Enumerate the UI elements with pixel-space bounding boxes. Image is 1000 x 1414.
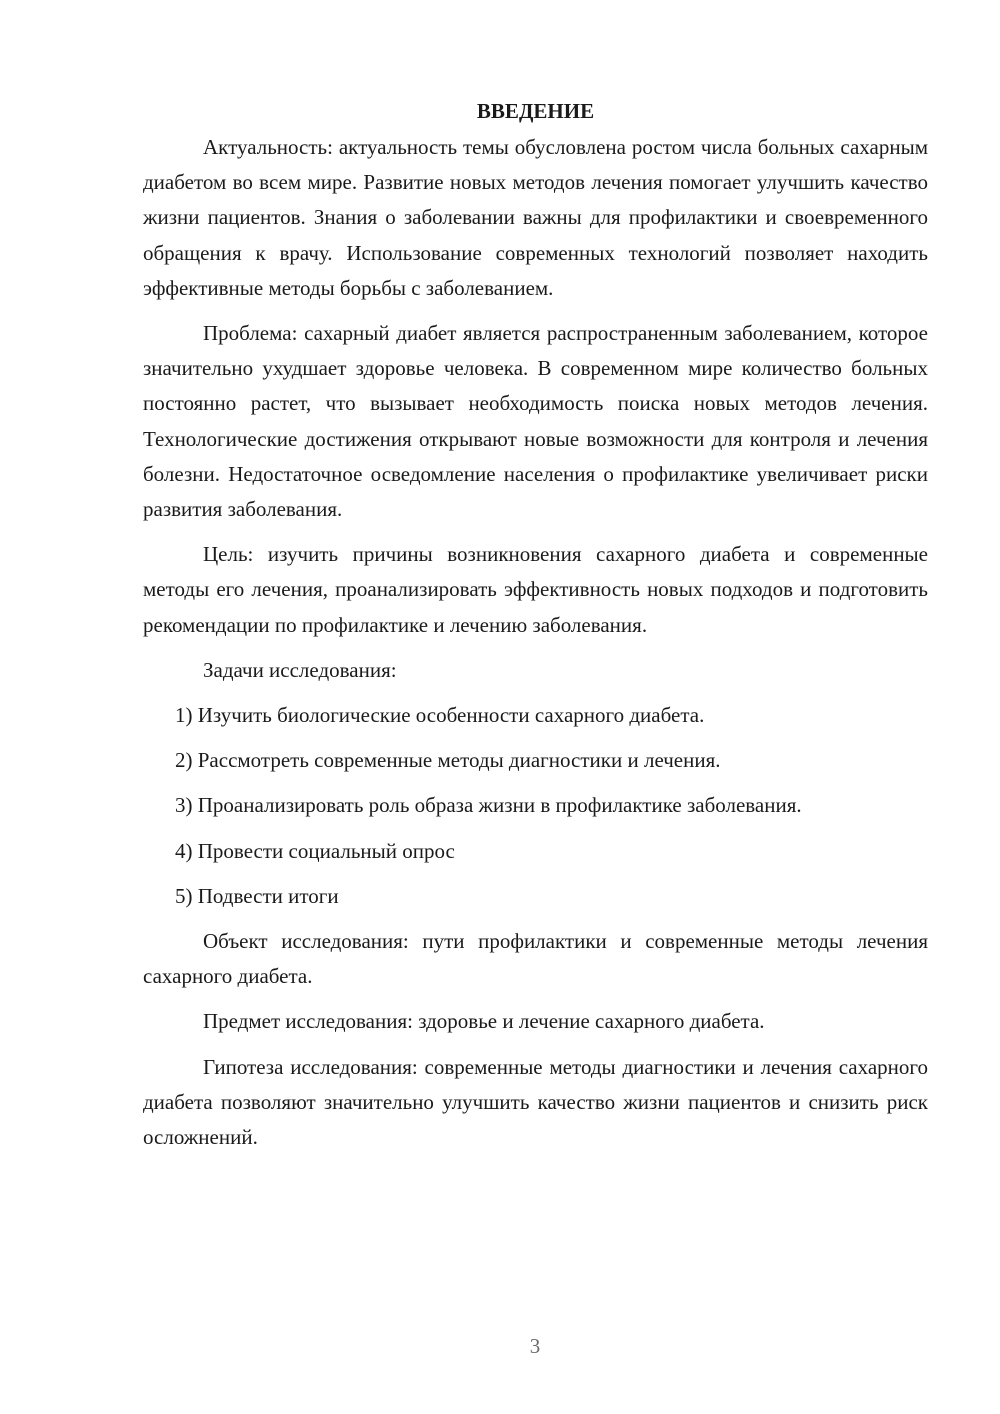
relevance-paragraph: Актуальность: актуальность темы обусловлена ростом числа больных сахарным диабетом во всем мире. Развитие новых методов лечения помогает улучшить качество жизни пациентов. Знания о заболевании важны для профилактики и своевременного обращения к врачу. Использование современных технологий позволяет находить эффективные методы борьбы с заболеванием.	[143, 135, 928, 300]
hypothesis-paragraph: Гипотеза исследования: современные методы диагностики и лечения сахарного диабета позволяют значительно улучшить качество жизни пациентов и снизить риск осложнений.	[143, 1054, 928, 1150]
list-item: 1) Изучить биологические особенности сахарного диабета.	[175, 703, 705, 728]
list-item: 4) Провести социальный опрос	[175, 838, 455, 863]
page-number: 3	[529, 1334, 541, 1358]
problem-paragraph: Проблема: сахарный диабет является распространенным заболеванием, которое значительно ухудшает здоровье человека. В современном мире количество больных постоянно растет, что вызывает необходимость поиска новых методов лечения. Технологические достижения открывают новые возможности для контроля и лечения болезни. Недостаточное осведомление населения о профилактике увеличивает риски развития заболевания.	[143, 321, 928, 522]
list-item: 2) Рассмотреть современные методы диагностики и лечения.	[175, 748, 721, 773]
goal-paragraph: Цель: изучить причины возникновения сахарного диабета и современные методы его лечения, проанализировать эффективность новых подходов и подготовить рекомендации по профилактике и лечению заболевания.	[143, 542, 928, 637]
page-content	[143, 96, 928, 1165]
list-item: 3) Проанализировать роль образа жизни в профилактике заболевания.	[175, 793, 802, 818]
section-title: ВВЕДЕНИЕ	[476, 99, 595, 123]
tasks-heading: Задачи исследования:	[203, 657, 397, 682]
object-paragraph: Объект исследования: пути профилактики и современные методы лечения сахарного диабета.	[143, 929, 928, 989]
tasks-list	[143, 698, 928, 914]
subject-paragraph: Предмет исследования: здоровье и лечение сахарного диабета.	[203, 1009, 765, 1034]
list-item: 5) Подвести итоги	[175, 883, 339, 908]
